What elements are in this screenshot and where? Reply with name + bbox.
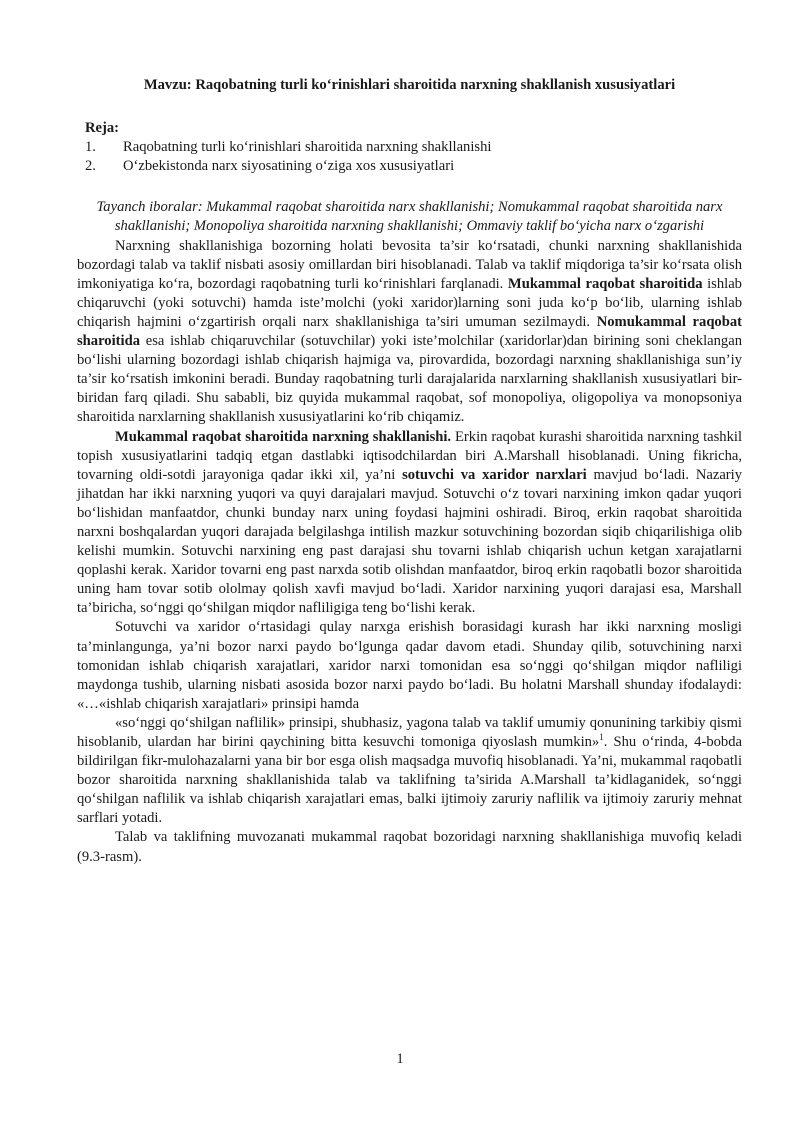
bold-term: sotuvchi va xaridor narxlari xyxy=(402,466,587,483)
paragraph xyxy=(77,428,742,619)
paragraph-text: ishlab chiqaruvchi (yoki sotuvchi) hamda iste’molchi (yoki xaridor)larning soni juda ko‘p bo‘lib, ularning ishlab chiqarish hajmini o‘zgartirish orqali narx shakllanishiga ta’siri umuman sezilmaydi. xyxy=(77,275,742,330)
paragraph-text: Erkin raqobat kurashi sharoitida narxning tashkil topish xususiyatlarini tadqiq etgan dastlabki iqtisodchilardan biri A.Marshall hisoblanadi. Uning fikricha, tovarning oldi-sotdi jarayoniga qadar ikki xil, ya’ni xyxy=(77,428,742,483)
paragraph-text: esa ishlab chiqaruvchilar (sotuvchilar) yoki iste’molchilar (xaridorlar)dan birining soni cheklangan bo‘lishi ularning bozordagi ishlab chiqarish hajmiga va, pirovardida, bozordagi narxning shakllanishiga sun’iy ta’sir ko‘rsatish imkonini beradi. Bunday raqobatning turli darajalarida narxlarning shakllanish xususiyatlari bir-biridan farq qiladi. Shu sababli, biz quyida mukammal raqobat, sof monopoliya, oligopoliya va monopsoniya sharoitida narxlarning shakllanish xususiyatlarini ko‘rib chiqamiz. xyxy=(77,333,742,426)
page-number: 1 xyxy=(396,1051,404,1067)
paragraph-text: Narxning shakllanishiga bozorning holati bevosita ta’sir ko‘rsatadi, chunki narxning shakllanishida bozordagi talab va taklif nisbati asosiy omillardan biri hisoblanadi. Talab va taklif miqdoriga ta’sir ko‘rsata olish imkoniyatiga ko‘ra, bozordagi raqobatning turli ko‘rinishlari farqlanadi. xyxy=(77,237,742,292)
plan-section xyxy=(85,119,742,176)
paragraph-text: «so‘nggi qo‘shilgan naflilik» prinsipi, shubhasiz, yagona talab va taklif umumiy qonunining tarkibiy qismi hisoblanib, ulardan har birini qaychining bitta kesuvchi tomoniga qiyoslash mumkin» xyxy=(77,714,742,750)
paragraph: Talab va taklifning muvozanati mukammal raqobat bozoridagi narxning shakllanishiga muvofiq keladi (9.3-rasm). xyxy=(77,829,742,865)
plan-item-number: 1. xyxy=(85,139,96,156)
paragraph-text: mavjud bo‘ladi. Nazariy jihatdan har ikki narxning yuqori va quyi darajalari mavjud. Sotuvchi o‘z tovari narxining imkon qadar yuqori bo‘lishidan manfaatdor, chunki bunday narx uning foydasi hajmini oshiradi. Biroq, erkin raqobat sharoitida narxni boshqalardan yuqori darajada belgilashga intilish mazkur sotuvchining bozordan siqib chiqarilishiga olib kelishi mumkin. Sotuvchi narxining eng past darajasi shu tovarni ishlab chiqarish uchun ketgan xarajatlarni qoplashi kerak. Xaridor tovarni eng past narxda sotib olishdan manfaatdor, biroq erkin raqobatli bozor sharoitida uning ham tovar sotib ololmay qolish xavfi mavjud bo‘ladi. Xaridor narxining yuqori darajasi esa, Marshall ta’biricha, so‘nggi qo‘shilgan miqdor nafliligiga teng bo‘lishi kerak. xyxy=(77,466,743,617)
plan-item xyxy=(85,157,742,176)
plan-item xyxy=(85,138,742,157)
paragraph: Sotuvchi va xaridor o‘rtasidagi qulay narxga erishish borasidagi kurash har ikki narxning mosligi ta’minlangunga, ya’ni bozor narxi paydo bo‘lgunga qadar davom etadi. Shunday qilib, sotuvchining narxi tomonidan ishlab chiqarish xarajatlari, xaridor narxi tomonidan esa so‘nggi qo‘shilgan miqdor nafliligi maydonga tushib, ularning nisbati asosida bozor narxi paydo bo‘ladi. Bu holatni Marshall shunday ifodalaydi: «…«ishlab chiqarish xarajatlari» prinsipi hamda xyxy=(77,619,742,712)
plan-heading: Reja: xyxy=(85,120,120,137)
paragraph xyxy=(77,237,742,428)
plan-item-text: O‘zbekistonda narx siyosatining o‘ziga xos xususiyatlari xyxy=(123,158,455,175)
plan-item-text: Raqobatning turli ko‘rinishlari sharoitida narxning shakllanishi xyxy=(123,139,492,156)
document-title: Mavzu: Raqobatning turli ko‘rinishlari sharoitida narxning shakllanish xususiyatlari xyxy=(143,77,676,93)
section-heading-inline: Mukammal raqobat sharoitida narxning shakllanishi. xyxy=(115,428,452,445)
plan-item-number: 2. xyxy=(85,158,96,175)
paragraph-text: . Shu o‘rinda, 4-bobda bildirilgan fikr-mulohazalarni yana bir bor esga olish maqsadga muvofiq hisoblanadi. Ya’ni, mukammal raqobatli bozor sharoitida narxning shakllanishida talab va taklifning ta’sirida A.Marshall ta’kidlaganidek, so‘nggi qo‘shilgan naflilik va ishlab chiqarish xarajatlari emas, balki ijtimoiy zaruriy naflilik va ijtimoiy zaruriy mehnat sarflari yotadi. xyxy=(77,734,742,827)
bold-term: Mukammal raqobat sharoitida xyxy=(507,275,703,292)
keywords-block: Tayanch iboralar: Mukammal raqobat sharoitida narx shakllanishi; Nomukammal raqobat sharoitida narx shakllanishi; Monopoliya sharoitida narxning shakllanishi; Ommaviy taklif bo‘yicha narx o‘zgarishi xyxy=(96,199,723,235)
paragraph xyxy=(77,714,742,829)
bold-term: Nomukammal raqobat sharoitida xyxy=(77,313,743,350)
footnote-marker[interactable]: 1 xyxy=(599,732,604,743)
